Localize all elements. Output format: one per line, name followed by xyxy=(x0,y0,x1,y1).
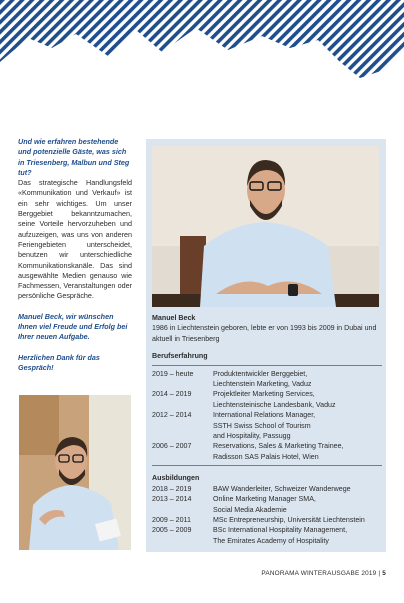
bio-intro: 1986 in Liechtenstein geboren, lebte er von 1993 bis 2009 in Dubai und aktuell in Triesenberg xyxy=(152,324,377,343)
education-row xyxy=(152,525,382,546)
education-years: 2013 – 2014 xyxy=(152,495,192,504)
divider xyxy=(152,465,382,466)
experience-line: and Hospitality, Passugg xyxy=(213,432,291,441)
footer-label: PANORAMA WINTERAUSGABE 2019 | xyxy=(261,570,381,577)
experience-line: Liechtensteinische Landesbank, Vaduz xyxy=(213,400,336,409)
education-line: MSc Entrepreneurship, Universität Liechtenstein xyxy=(213,515,365,524)
education-years: 2005 – 2009 xyxy=(152,526,192,535)
experience-line: Projektleiter Marketing Services, xyxy=(213,390,315,399)
page-number: 5 xyxy=(382,570,386,577)
experience-line: Radisson SAS Palais Hotel, Wien xyxy=(213,452,319,461)
question-1: Und wie erfahren bestehende und potenzielle Gäste, was sich in Triesenberg, Malbun und Steg tut? xyxy=(18,137,130,177)
education-row xyxy=(152,494,382,515)
education-line: The Emirates Academy of Hospitality xyxy=(213,536,329,545)
education-years: 2018 – 2019 xyxy=(152,484,192,493)
experience-row xyxy=(152,441,382,462)
experience-row xyxy=(152,410,382,441)
question-2: Manuel Beck, wir wünschen Ihnen viel Freude und Erfolg bei Ihrer neuen Aufgabe. xyxy=(18,311,128,342)
education-years: 2009 – 2011 xyxy=(152,515,191,524)
education-line: BSc International Hospitality Management, xyxy=(213,526,348,535)
experience-years: 2006 – 2007 xyxy=(152,442,192,451)
mountain-stripe-header xyxy=(0,0,404,82)
answer-1: Das strategische Handlungsfeld «Kommunikation und Verkauf» ist ein sehr wichtiges. Um unser Berggebiet bekanntzumachen, seine Vorteile hervorzuheben und aufzuzeigen, was uns von anderen Feriengebieten unterscheidet, benutzen wir unterschiedliche Kommunikationskanäle. Das sind ausgewählte Medien genauso wie Fachmessen, Veranstaltungen oder persönliche Gespräche. xyxy=(18,178,132,301)
experience-years: 2014 – 2019 xyxy=(152,390,192,399)
experience-years: 2012 – 2014 xyxy=(152,411,192,420)
interview-column xyxy=(18,137,132,373)
experience-line: Produktentwickler Berggebiet, xyxy=(213,369,308,378)
experience-line: SSTH Swiss School of Tourism xyxy=(213,421,311,430)
education-row xyxy=(152,515,382,525)
education-line: Social Media Akademie xyxy=(213,505,287,514)
experience-line: Liechtenstein Marketing, Vaduz xyxy=(213,380,312,389)
education-line: Online Marketing Manager SMA, xyxy=(213,495,316,504)
experience-heading: Berufserfahrung xyxy=(152,352,208,361)
experience-line: International Relations Manager, xyxy=(213,411,316,420)
thanks-line: Herzlichen Dank für das Gespräch! xyxy=(18,352,100,372)
education-line: BAW Wanderleiter, Schweizer Wanderwege xyxy=(213,484,351,493)
education-heading: Ausbildungen xyxy=(152,474,200,483)
portrait-photo-standing xyxy=(19,395,131,550)
experience-years: 2019 – heute xyxy=(152,369,194,378)
divider xyxy=(152,365,382,366)
page-footer xyxy=(261,570,386,577)
experience-row xyxy=(152,369,382,390)
bio-text xyxy=(152,313,382,546)
portrait-photo-seated xyxy=(152,146,379,307)
experience-line: Reservations, Sales & Marketing Trainee, xyxy=(213,442,344,451)
bio-name: Manuel Beck xyxy=(152,314,196,322)
experience-row xyxy=(152,389,382,410)
education-row xyxy=(152,484,382,494)
